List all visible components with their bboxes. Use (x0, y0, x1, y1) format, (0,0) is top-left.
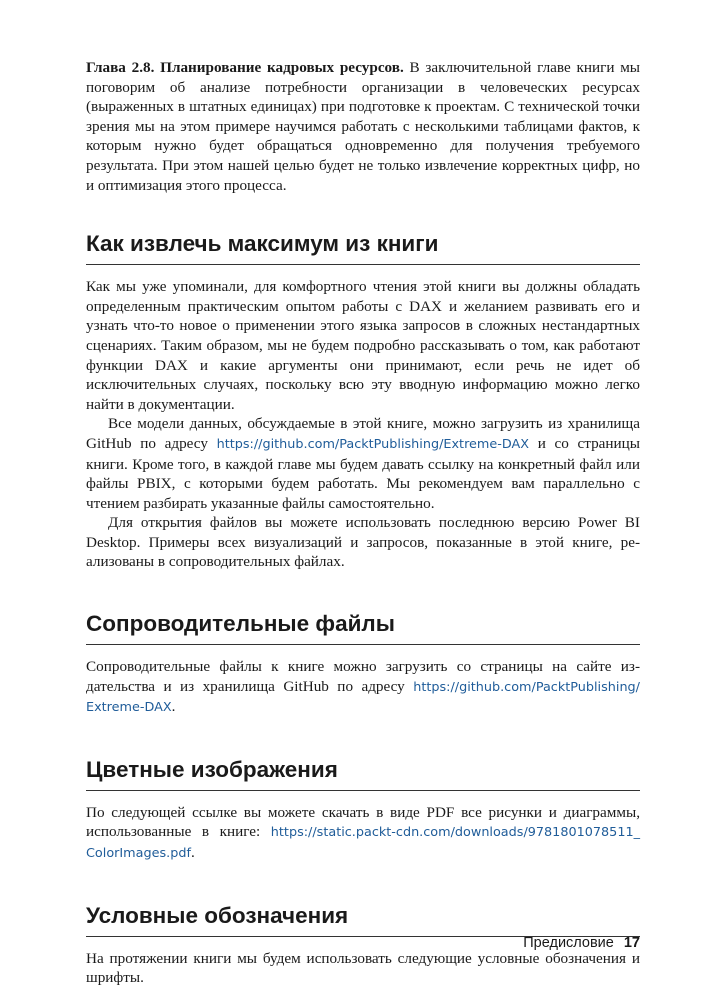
paragraph-images-after: . (190, 844, 195, 862)
paragraph-files (86, 657, 640, 718)
page-content (86, 58, 640, 988)
color-images-link[interactable]: https://static.packt-cdn.com/downloads/9781801078511_​ColorImages.pdf (86, 825, 640, 862)
github-link-2[interactable]: https://github.com/PacktPublishing/​Extreme-DAX (86, 679, 640, 716)
heading-images: Цветные изображения (86, 756, 640, 791)
paragraph-maximum-3: Для открытия файлов вы можете использовать последнюю версию Power BI Desktop. Примеры всех визуализаций и запросов, показанные в этой книге, реализованы в сопроводительных файлах. (86, 514, 640, 571)
paragraph-maximum-2-after: и со страницы книги. Кроме того, в каждой главе мы будем давать ссылку на конкретный файл или файлы PBIX, с которыми будем работать. Мы рекомендуем вам параллельно с чтением разбирать указанные файлы самостоятельно. (86, 434, 640, 512)
paragraph-files-after: . (171, 698, 176, 716)
heading-files: Сопроводительные файлы (86, 610, 640, 645)
paragraph-conventions: На протяжении книги мы будем использовать следующие условные обозначения и шрифты. (86, 949, 640, 987)
chapter-summary-text: В заключительной главе книги мы поговорим об анализе потребности организации в человеческих ресурсах (выраженных в штатных единицах) при подготовке к проектам. С технической точки зрения мы на этом примере научимся работать с несколькими таблицами фактов, к которым нужно будет обращаться одновременно для получения требуемого результата. При этом нашей целью будет не только извлечение корректных цифр, но и оптимизация этого процесса. (86, 59, 641, 194)
paragraph-images (86, 803, 640, 864)
page-footer (523, 935, 640, 951)
paragraph-images-before: По следующей ссылке вы можете скачать в виде PDF все рисунки и диаграммы, использованные в книге: (86, 803, 640, 841)
chapter-summary-paragraph (86, 58, 640, 195)
paragraph-files-before: Сопроводительные файлы к книге можно загрузить со страницы на сайте издательства и из хранилища GitHub по адресу (86, 658, 640, 695)
footer-section-label: Предисловие (523, 935, 614, 951)
paragraph-maximum-2 (86, 414, 640, 513)
paragraph-maximum-1: Как мы уже упоминали, для комфортного чтения этой книги вы должны обладать определенным практическим опытом работы с DAX и желанием развивать его и узнать что-то новое о применении этого языка запросов в сложных нестандартных сценариях. Таким образом, мы не будем подробно рассказывать о том, как работают функции DAX и какие аргументы они принимают, если речь не идет об исключительных случаях, поскольку всю эту вводную информацию можно легко найти в документации. (86, 278, 640, 413)
heading-maximum: Как извлечь максимум из книги (86, 230, 640, 265)
heading-conventions: Условные обозначения (86, 902, 640, 937)
page-number: 17 (623, 935, 640, 951)
github-link-1[interactable]: https://github.com/PacktPublishing/Extreme-DAX (216, 436, 530, 452)
paragraph-maximum-2-before: Все модели данных, обсуждаемые в этой книге, можно загрузить из хранилища GitHub по адресу (86, 415, 640, 452)
chapter-title: Глава 2.8. Планирование кадровых ресурсов. (86, 59, 404, 76)
